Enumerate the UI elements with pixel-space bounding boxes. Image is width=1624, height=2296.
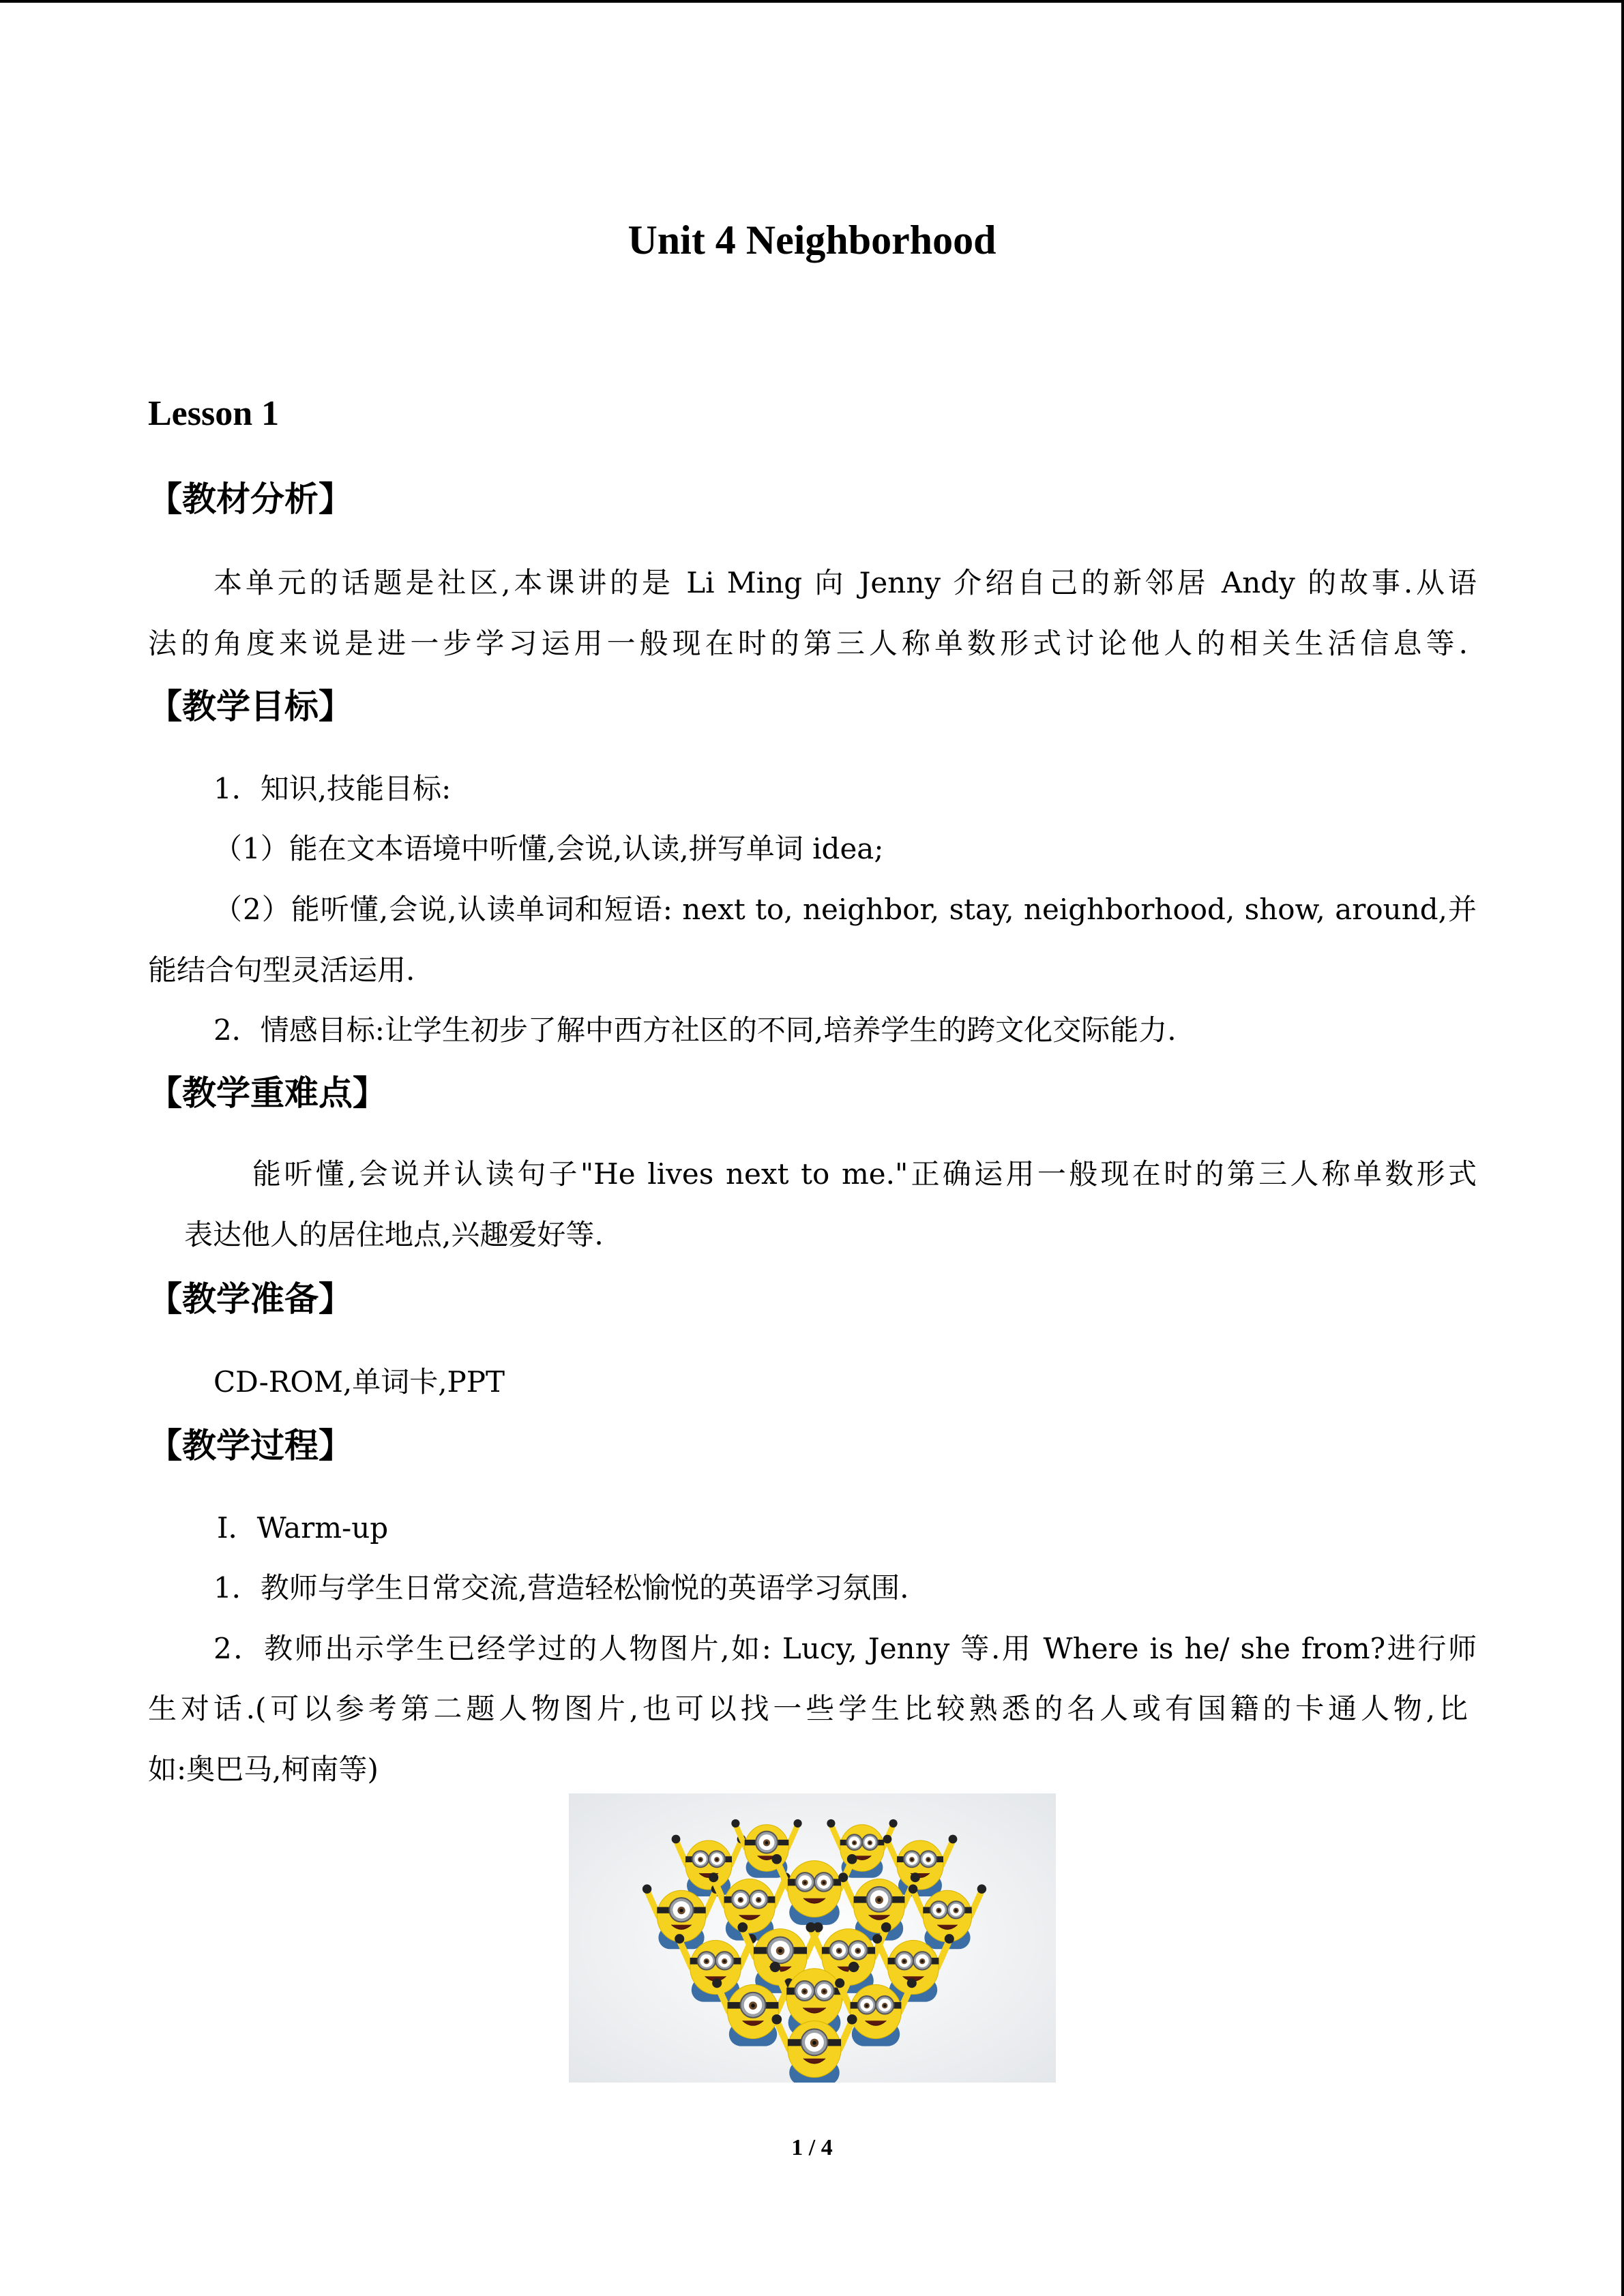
heading-key-points: 【教学重难点】 xyxy=(148,1073,387,1113)
lesson-label: Lesson 1 xyxy=(148,394,280,433)
objective-item-1b-line-1: （2）能听懂,会说,认读单词和短语: next to, neighbor, stay, neighborhood, show, around,并 xyxy=(213,893,1477,926)
objective-item-1b-line-2: 能结合句型灵活运用. xyxy=(148,953,415,987)
analysis-line-1: 本单元的话题是社区,本课讲的是 Li Ming 向 Jenny 介绍自己的新邻居 Andy 的故事.从语 xyxy=(213,566,1477,599)
objective-item-1a: （1）能在文本语境中听懂,会说,认读,拼写单词 idea; xyxy=(213,832,884,865)
minions-illustration xyxy=(569,1793,1056,2083)
page-border-right xyxy=(1621,0,1624,2296)
heading-process: 【教学过程】 xyxy=(148,1426,353,1465)
process-item-2-line-1: 2．教师出示学生已经学过的人物图片,如: Lucy, Jenny 等.用 Where is he/ she from?进行师 xyxy=(213,1632,1477,1665)
process-item-1: 1．教师与学生日常交流,营造轻松愉悦的英语学习氛围. xyxy=(213,1571,909,1605)
process-item-2-line-3: 如:奥巴马,柯南等) xyxy=(148,1753,379,1786)
process-step-warmup: Ⅰ．Warm-up xyxy=(217,1511,389,1545)
objective-item-1: 1．知识,技能目标: xyxy=(213,772,452,805)
document-title: Unit 4 Neighborhood xyxy=(628,218,996,263)
analysis-line-2: 法的角度来说是进一步学习运用一般现在时的第三人称单数形式讨论他人的相关生活信息等. xyxy=(148,627,1468,660)
preparation-text: CD-ROM,单词卡,PPT xyxy=(213,1365,505,1399)
page-border-top xyxy=(0,0,1624,3)
key-points-line-1: 能听懂,会说并认读句子"He lives next to me."正确运用一般现在时的第三人称单数形式 xyxy=(252,1157,1477,1191)
key-points-line-2: 表达他人的居住地点,兴趣爱好等. xyxy=(184,1218,604,1251)
objective-item-2: 2．情感目标:让学生初步了解中西方社区的不同,培养学生的跨文化交际能力. xyxy=(213,1013,1177,1047)
heading-objectives: 【教学目标】 xyxy=(148,687,353,726)
heading-analysis: 【教材分析】 xyxy=(148,479,353,519)
process-item-2-line-2: 生对话.(可以参考第二题人物图片,也可以找一些学生比较熟悉的名人或有国籍的卡通人物,比 xyxy=(148,1692,1468,1725)
minions-heart-image xyxy=(569,1793,1056,2083)
page-number: 1 / 4 xyxy=(791,2135,833,2160)
heading-preparation: 【教学准备】 xyxy=(148,1279,353,1319)
